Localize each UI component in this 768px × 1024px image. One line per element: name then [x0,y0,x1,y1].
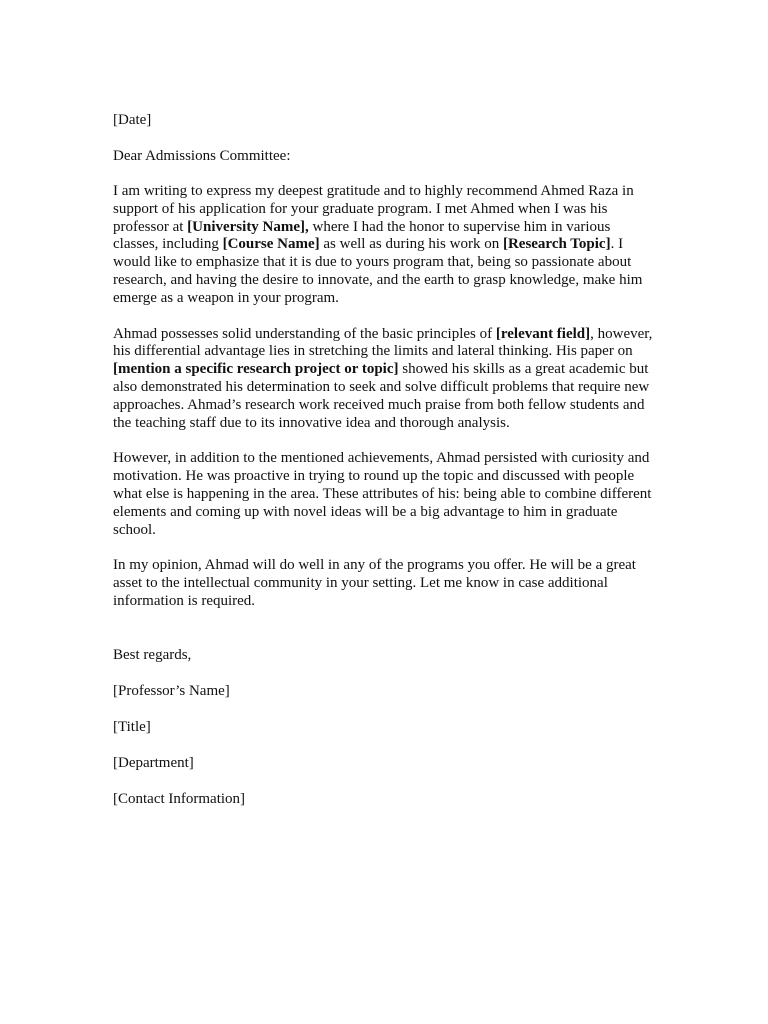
placeholder-field: [relevant field] [495,325,591,342]
salutation: Dear Admissions Committee: [113,148,291,164]
body-paragraph-2 [113,326,658,433]
signature-contact: [Contact Information] [113,790,246,807]
paragraph-text: as well as during his work on [319,236,503,253]
body-paragraph-3 [113,450,658,539]
placeholder-field: [Course Name] [222,236,320,253]
date-line: [Date] [113,112,152,128]
closing: Best regards, [113,646,192,663]
paragraph-text: In my opinion, Ahmad will do well in any of the programs you offer. He will be a great asset to the intellectual community in your setting. Let me know in case additional information is required. [113,557,636,609]
paragraph-text: , however, his differential advantage lies in stretching the limits and lateral thinking. His paper on [113,325,653,360]
paragraph-text: Ahmad possesses solid understanding of the basic principles of [113,325,496,342]
signature-department: [Department] [113,754,194,771]
placeholder-field: [University Name], [187,218,309,235]
letter-document [113,111,658,808]
signature-name: [Professor’s Name] [113,682,230,699]
signature-title: [Title] [113,718,151,735]
paragraph-text: I am writing to express my deepest gratitude and to highly recommend Ahmed Raza in support of his application for your graduate program. I met Ahmed when I was his professor at [113,183,634,235]
placeholder-field: [Research Topic] [502,236,611,253]
paragraph-text: showed his skills as a great academic but also demonstrated his determination to seek and solve difficult problems that require new approaches. Ahmad’s research work received much praise from both fellow students and the teaching staff due to its innovative idea and thorough analysis. [113,361,650,431]
placeholder-field: [mention a specific research project or topic] [113,361,399,378]
paragraph-text: However, in addition to the mentioned achievements, Ahmad persisted with curiosity and motivation. He was proactive in trying to round up the topic and discussed with people what else is happening in the area. These attributes of his: being able to combine different elements and coming up with novel ideas will be a big advantage to him in graduate school. [113,450,652,538]
paragraph-text: where I had the honor to supervise him in various classes, including [113,218,611,253]
body-paragraph-1 [113,183,658,308]
body-paragraph-4 [113,557,658,610]
paragraph-text: . I would like to emphasize that it is due to yours program that, being so passionate about research, and having the desire to innovate, and the earth to grasp knowledge, make him emerge as a weapon in your program. [113,236,643,306]
